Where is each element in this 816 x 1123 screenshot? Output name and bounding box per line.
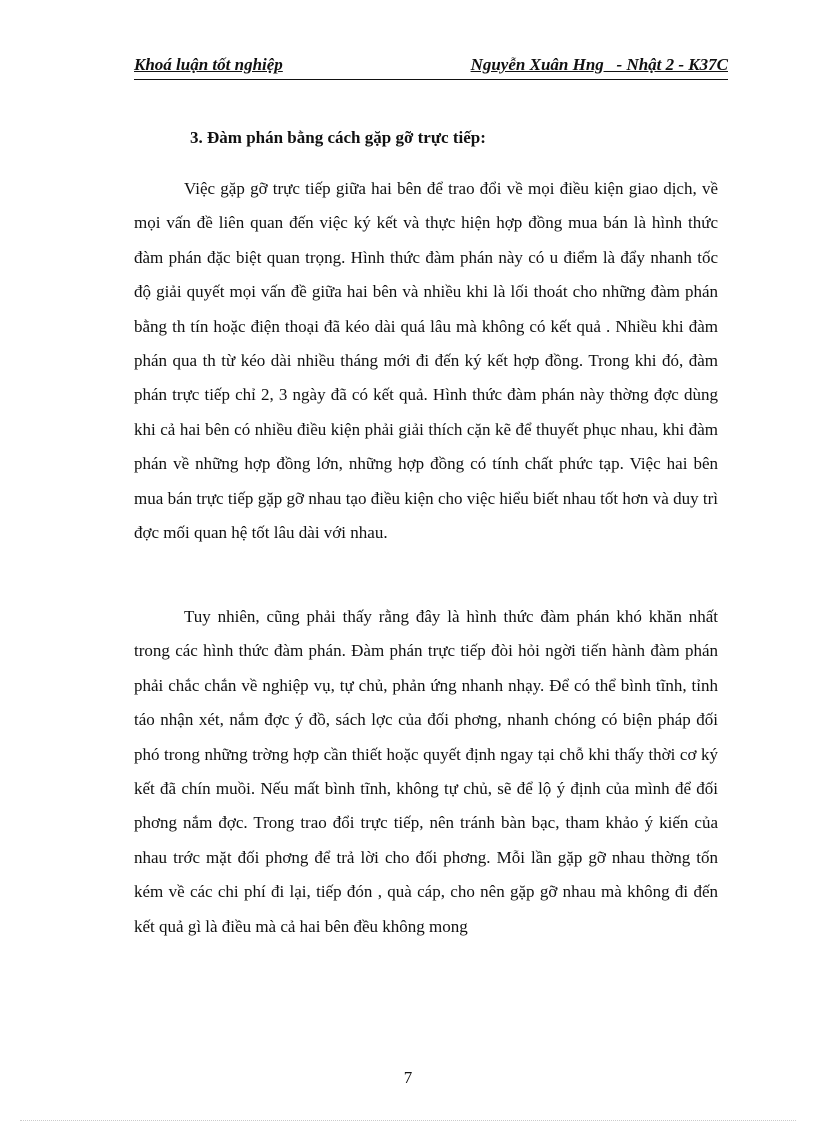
page-header bbox=[134, 55, 728, 80]
header-right-author: Nguyễn Xuân Hng - Nhật 2 - K37C bbox=[470, 55, 728, 74]
footer-divider bbox=[20, 1120, 796, 1121]
header-left-title: Khoá luận tốt nghiệp bbox=[134, 55, 283, 74]
page-number: 7 bbox=[403, 1068, 413, 1087]
paragraph-2: Tuy nhiên, cũng phải thấy rằng đây là hình thức đàm phán khó khăn nhất trong các hình thức đàm phán. Đàm phán trực tiếp đòi hỏi ngời tiến hành đàm phán phải chắc chắn về nghiệp vụ, tự chủ, phản ứng nhanh nhạy. Để có thể bình tĩnh, tỉnh táo nhận xét, nắm đợc ý đồ, sách lợc của đối phơng, nhanh chóng có biện pháp đối phó trong những trờng hợp cần thiết hoặc quyết định ngay tại chỗ khi thấy thời cơ ký kết đã chín muồi. Nếu mất bình tĩnh, không tự chủ, sẽ để lộ ý định của mình để đối phơng nắm đợc. Trong trao đổi trực tiếp, nên tránh bàn bạc, tham khảo ý kiến của nhau trớc mặt đối phơng để trả lời cho đối phơng. Mỗi lần gặp gỡ nhau thờng tốn kém về các chi phí đi lại, tiếp đón , quà cáp, cho nên gặp gỡ nhau mà không đi đến kết quả gì là điều mà cả hai bên đều không mong bbox=[134, 607, 718, 936]
paragraph-1: Việc gặp gỡ trực tiếp giữa hai bên để trao đổi về mọi điều kiện giao dịch, về mọi vấn đề liên quan đến việc ký kết và thực hiện hợp đồng mua bán là hình thức đàm phán đặc biệt quan trọng. Hình thức đàm phán này có u điểm là đẩy nhanh tốc độ giải quyết mọi vấn đề giữa hai bên và nhiều khi là lối thoát cho những đàm phán bằng th tín hoặc điện thoại đã kéo dài quá lâu mà không có kết quả . Nhiều khi đàm phán qua th từ kéo dài nhiều tháng mới đi đến ký kết hợp đồng. Trong khi đó, đàm phán trực tiếp chỉ 2, 3 ngày đã có kết quả. Hình thức đàm phán này thờng đợc dùng khi cả hai bên có nhiều điều kiện phải giải thích cặn kẽ để thuyết phục nhau, khi đàm phán về những hợp đồng lớn, những hợp đồng có tính chất phức tạp. Việc hai bên mua bán trực tiếp gặp gỡ nhau tạo điều kiện cho việc hiểu biết nhau tốt hơn và duy trì đợc mối quan hệ tốt lâu dài với nhau. bbox=[134, 179, 718, 543]
section-title: 3. Đàm phán bằng cách gặp gỡ trực tiếp: bbox=[190, 128, 486, 147]
